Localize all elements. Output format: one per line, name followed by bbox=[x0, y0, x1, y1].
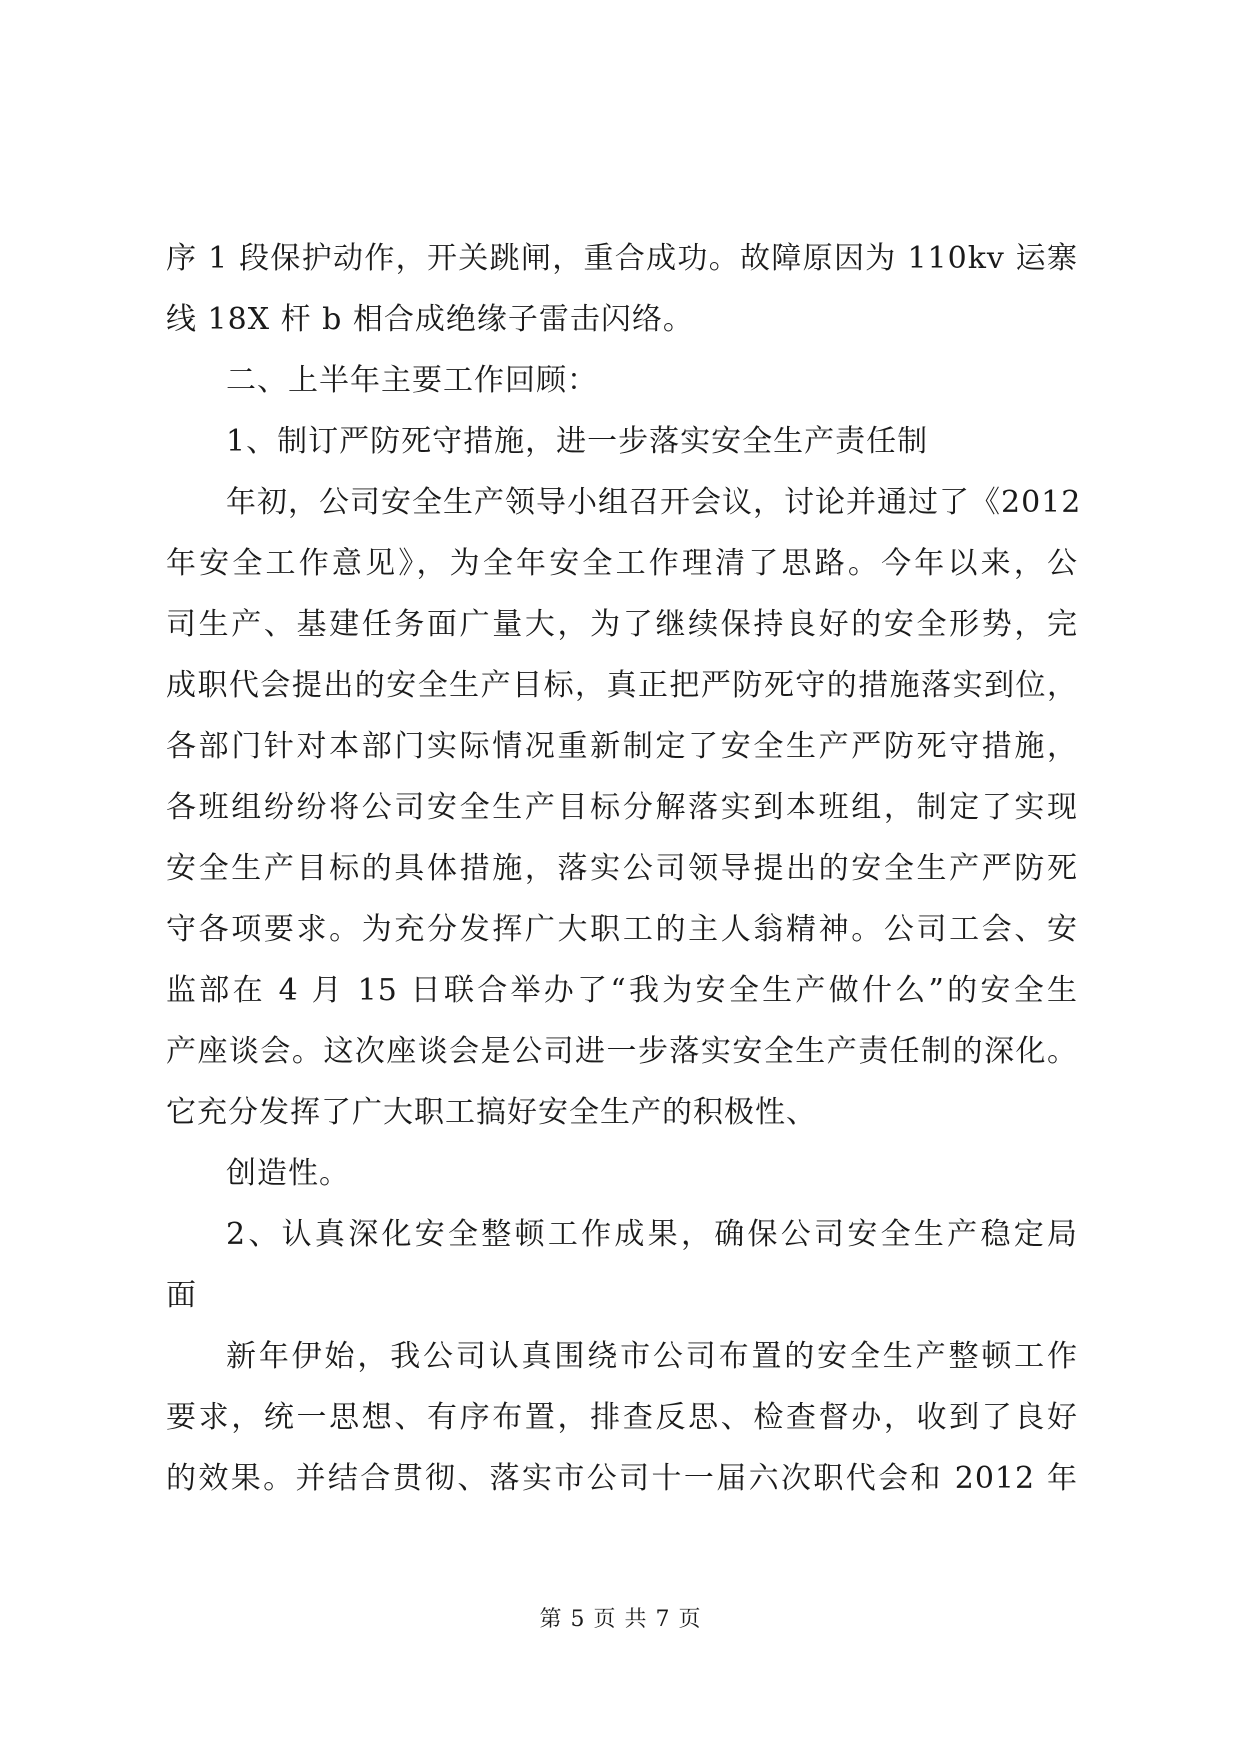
text-line: 各班组纷纷将公司安全生产目标分解落实到本班组，制定了实现 bbox=[166, 790, 1078, 825]
text-line: 监部在 4 月 15 日联合举办了“我为安全生产做什么”的安全生 bbox=[166, 973, 1078, 1008]
text-line: 新年伊始，我公司认真围绕市公司布置的安全生产整顿工作 bbox=[226, 1339, 1078, 1374]
text-line: 各部门针对本部门实际情况重新制定了安全生产严防死守措施， bbox=[166, 729, 1078, 764]
text-line: 安全生产目标的具体措施，落实公司领导提出的安全生产严防死 bbox=[166, 851, 1078, 886]
document-body bbox=[166, 228, 1082, 1509]
text-line: 2、认真深化安全整顿工作成果，确保公司安全生产稳定局 bbox=[226, 1217, 1078, 1252]
text-line: 守各项要求。为充分发挥广大职工的主人翁精神。公司工会、安 bbox=[166, 912, 1078, 947]
text-line: 它充分发挥了广大职工搞好安全生产的积极性、 bbox=[166, 1095, 817, 1130]
text-line: 要求，统一思想、有序布置，排查反思、检查督办，收到了良好 bbox=[166, 1400, 1078, 1435]
text-line: 线 18X 杆 b 相合成绝缘子雷击闪络。 bbox=[166, 302, 694, 337]
text-line: 年初，公司安全生产领导小组召开会议，讨论并通过了《2012 bbox=[226, 485, 1082, 520]
text-line: 1、制订严防死守措施，进一步落实安全生产责任制 bbox=[226, 424, 929, 459]
text-line: 序 1 段保护动作，开关跳闸，重合成功。故障原因为 110kv 运寨 bbox=[166, 241, 1078, 276]
text-line: 成职代会提出的安全生产目标，真正把严防死守的措施落实到位， bbox=[166, 668, 1078, 703]
text-line: 司生产、基建任务面广量大，为了继续保持良好的安全形势，完 bbox=[166, 607, 1078, 642]
text-line: 创造性。 bbox=[226, 1156, 350, 1191]
text-line: 产座谈会。这次座谈会是公司进一步落实安全生产责任制的深化。 bbox=[166, 1034, 1078, 1069]
text-line: 面 bbox=[166, 1278, 197, 1313]
text-line: 的效果。并结合贯彻、落实市公司十一届六次职代会和 2012 年 bbox=[166, 1461, 1078, 1496]
text-line: 年安全工作意见》，为全年安全工作理清了思路。今年以来，公 bbox=[166, 546, 1078, 581]
text-line: 二、上半年主要工作回顾： bbox=[226, 363, 598, 398]
page-footer: 第 5 页 共 7 页 bbox=[539, 1607, 702, 1632]
